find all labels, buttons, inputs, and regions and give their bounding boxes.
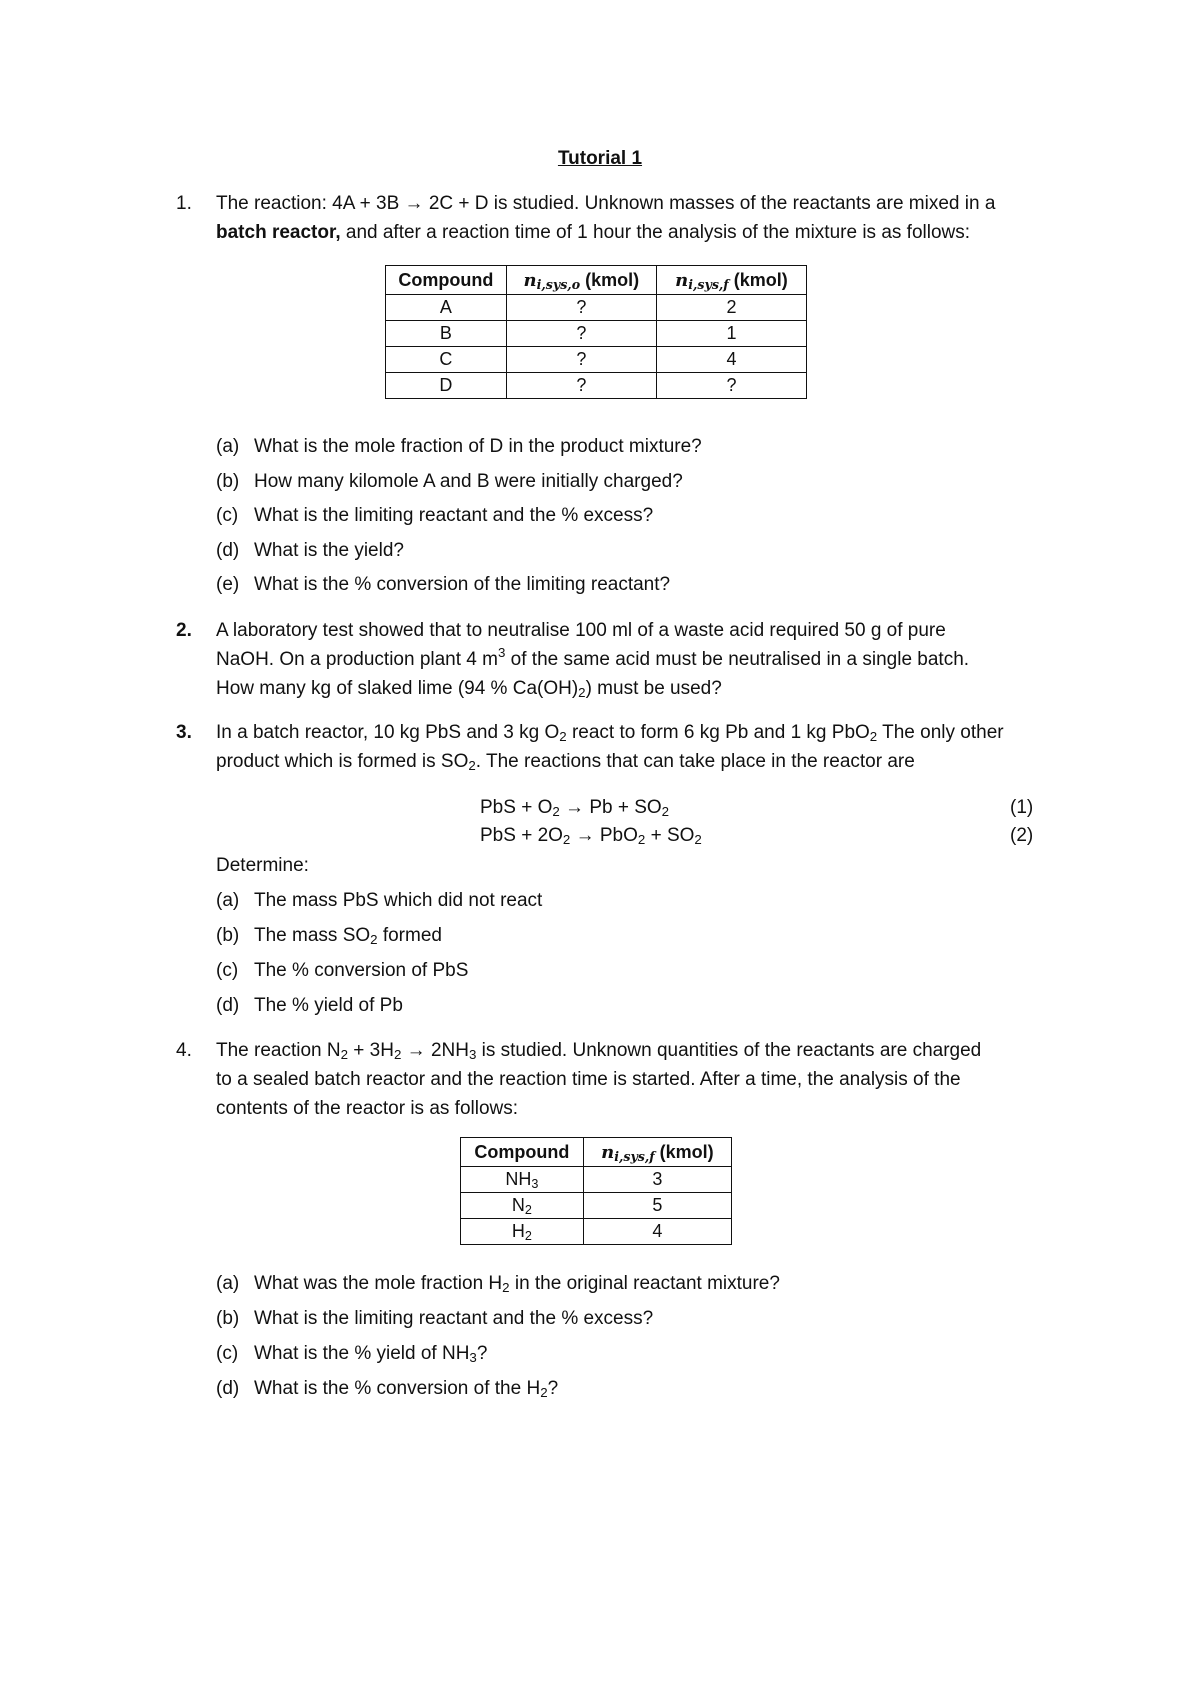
table-cell: D: [386, 373, 507, 399]
table-cell: ?: [506, 347, 656, 373]
q3-part-a-label: (a): [216, 890, 240, 911]
table-cell: ?: [506, 373, 656, 399]
table-cell: $NH_3$: [461, 1167, 584, 1193]
table-header-final: $n_{i,sys,f}$ (kmol): [583, 1138, 731, 1167]
equation-1-number: (1): [1010, 797, 1034, 818]
table-cell: A: [386, 295, 507, 321]
q3-part-a-text: The mass PbS which did not react: [254, 890, 543, 911]
question-2-line-2: NaOH. On a production plant 4 $m^3$ of the same acid must be neutralised in a single batch.: [216, 645, 970, 670]
question-2-line-3: How many kg of slaked lime (94 % $Ca(OH)_2$) must be used?: [216, 678, 722, 700]
question-3-line-2: product which is formed is $SO_2$. The reactions that can take place in the reactor are: [216, 751, 915, 773]
table-header-final: $n_{i,sys,f}$ (kmol): [656, 266, 806, 295]
table-row: [386, 347, 807, 373]
table-cell: 5: [583, 1193, 731, 1219]
table-cell: 3: [583, 1167, 731, 1193]
q1-part-b-label: (b): [216, 471, 240, 492]
table-row: [386, 373, 807, 399]
equation-2-number: (2): [1010, 825, 1034, 846]
q4-part-c-label: (c): [216, 1343, 239, 1364]
equation-2: PbS + $2O_2 \to PbO_2 + SO_2$: [480, 825, 702, 847]
q1-part-d-text: What is the yield?: [254, 540, 404, 561]
question-1-number: 1.: [176, 193, 192, 214]
table-cell: ?: [506, 295, 656, 321]
table-cell: ?: [656, 373, 806, 399]
table-header-compound: Compound: [461, 1138, 584, 1167]
question-4-line-3: contents of the reactor is as follows:: [216, 1098, 519, 1119]
equation-1: PbS + $O_2 \to Pb + SO_2$: [480, 797, 670, 819]
q1-part-b-text: How many kilomole A and B were initially charged?: [254, 471, 683, 492]
table-header-row: [386, 266, 807, 295]
q1-part-a-text: What is the mole fraction of D in the product mixture?: [254, 436, 702, 457]
question-1-line-2-rest: and after a reaction time of 1 hour the analysis of the mixture is as follows:: [340, 222, 971, 243]
table-cell: ?: [506, 321, 656, 347]
table-row: [461, 1193, 732, 1219]
q4-part-d-text: What is the % conversion of the $H_2$?: [254, 1378, 559, 1400]
table-cell: B: [386, 321, 507, 347]
q1-part-e-text: What is the % conversion of the limiting reactant?: [254, 574, 671, 595]
q1-part-c-text: What is the limiting reactant and the % excess?: [254, 505, 654, 526]
q3-part-d-text: The % yield of Pb: [254, 995, 403, 1016]
q3-part-c-label: (c): [216, 960, 239, 981]
batch-reactor-term: batch reactor,: [216, 222, 341, 243]
question-1-table: [385, 265, 807, 399]
q1-part-d-label: (d): [216, 540, 240, 561]
question-2-number: 2.: [176, 620, 192, 641]
q1-part-e-label: (e): [216, 574, 240, 595]
determine-label: Determine:: [216, 855, 309, 876]
page-title: Tutorial 1: [557, 148, 643, 169]
q3-part-b-text: The mass $SO_2$ formed: [254, 925, 442, 947]
q3-part-d-label: (d): [216, 995, 240, 1016]
q3-part-b-label: (b): [216, 925, 240, 946]
question-4-line-2: to a sealed batch reactor and the reaction time is started. After a time, the analysis of the: [216, 1069, 961, 1090]
q4-part-a-label: (a): [216, 1273, 240, 1294]
table-cell: 1: [656, 321, 806, 347]
question-4-line-1: The reaction $N_2 + 3H_2 \to 2NH_3$ is studied. Unknown quantities of the reactants are charged: [216, 1040, 982, 1062]
question-3-number: 3.: [176, 722, 192, 743]
table-cell: $N_2$: [461, 1193, 584, 1219]
table-cell: 4: [656, 347, 806, 373]
table-row: [461, 1167, 732, 1193]
question-4-number: 4.: [176, 1040, 192, 1061]
table-row: [461, 1219, 732, 1245]
q3-part-c-text: The % conversion of PbS: [254, 960, 469, 981]
q4-part-b-label: (b): [216, 1308, 240, 1329]
table-cell: $H_2$: [461, 1219, 584, 1245]
question-1-line-2: [216, 222, 970, 244]
q4-part-c-text: What is the % yield of $NH_3$?: [254, 1343, 488, 1365]
q4-part-a-text: What was the mole fraction $H_2$ in the original reactant mixture?: [254, 1273, 780, 1295]
table-cell: 2: [656, 295, 806, 321]
table-header-compound: Compound: [386, 266, 507, 295]
question-2-line-1: A laboratory test showed that to neutralise 100 ml of a waste acid required 50 g of pure: [216, 620, 946, 641]
q1-part-a-label: (a): [216, 436, 240, 457]
table-cell: 4: [583, 1219, 731, 1245]
q4-part-b-text: What is the limiting reactant and the % excess?: [254, 1308, 654, 1329]
table-row: [386, 295, 807, 321]
table-header-initial: $n_{i,sys,o}$ (kmol): [506, 266, 656, 295]
table-header-row: [461, 1138, 732, 1167]
q1-part-c-label: (c): [216, 505, 239, 526]
table-row: [386, 321, 807, 347]
question-4-table: [460, 1137, 732, 1245]
question-3-line-1: In a batch reactor, 10 kg PbS and 3 kg $O_2$ react to form 6 kg Pb and 1 kg PbO$_2$ The only other: [216, 722, 1004, 744]
q4-part-d-label: (d): [216, 1378, 240, 1399]
table-cell: C: [386, 347, 507, 373]
question-1-line-1: The reaction: 4A + 3B → 2C + D is studied. Unknown masses of the reactants are mixed in a: [216, 193, 996, 214]
